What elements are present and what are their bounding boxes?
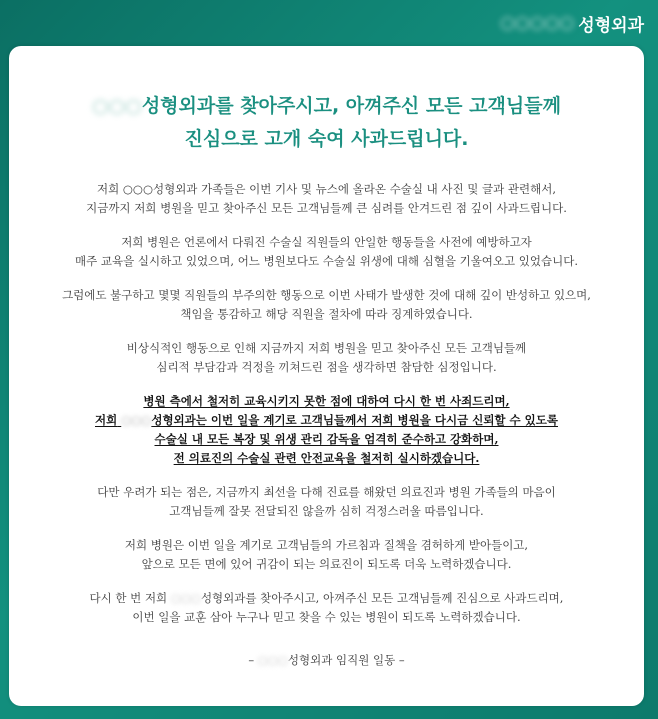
clinic-name-blurred: ○○○ xyxy=(92,95,142,117)
paragraph-6 xyxy=(21,536,632,574)
notice-body xyxy=(21,180,632,642)
paragraph-1 xyxy=(21,180,632,218)
paragraph-1-line-1: 저희 ○○○성형외과 가족들은 이번 기사 및 뉴스에 올라온 수술실 내 사진 및 글과 관련해서, xyxy=(97,182,556,196)
closing-line-1 xyxy=(21,589,632,608)
headline-line-1 xyxy=(9,90,644,123)
headline-line-2: 진심으로 고개 숙여 사과드립니다. xyxy=(184,128,469,150)
signature-dash-right: – xyxy=(398,653,405,667)
brand-name-blurred: ○○○○○ xyxy=(500,13,575,33)
emphasis-line-2 xyxy=(21,411,632,430)
brand-name-suffix: 성형외과 xyxy=(578,15,644,36)
closing-prefix: 다시 한 번 저희 xyxy=(89,591,168,605)
paragraph-4 xyxy=(21,339,632,377)
paragraph-1-line-2: 지금까지 저희 병원을 믿고 찾아주신 모든 고객님들께 큰 심려를 안겨드린 점 깊이 사과드립니다. xyxy=(86,201,567,215)
emphasis-paragraph xyxy=(21,392,632,468)
paragraph-3-line-1: 그럼에도 불구하고 몇몇 직원들의 부주의한 행동으로 이번 사태가 발생한 것에 대해 깊이 반성하고 있으며, xyxy=(62,288,591,302)
paragraph-6-line-2: 앞으로 모든 면에 있어 귀감이 되는 의료진이 되도록 더욱 노력하겠습니다. xyxy=(141,557,512,571)
notice-card xyxy=(9,46,644,706)
paragraph-2 xyxy=(21,233,632,271)
clinic-name-blurred: ○○○ xyxy=(170,591,201,605)
emphasis-line-4: 전 의료진의 수술실 관련 안전교육을 철저히 실시하겠습니다. xyxy=(173,451,480,465)
closing-text: 성형외과를 찾아주시고, 아껴주신 모든 고객님들께 진심으로 사과드리며, xyxy=(200,591,564,605)
paragraph-2-line-2: 매주 교육을 실시하고 있었으며, 어느 병원보다도 수술실 위생에 대해 심혈을 기울여오고 있었습니다. xyxy=(75,254,578,268)
closing-paragraph xyxy=(21,589,632,627)
paragraph-4-line-2: 심리적 부담감과 걱정을 끼쳐드린 점을 생각하면 참담한 심정입니다. xyxy=(156,360,497,374)
clinic-name-blurred: ○○○ xyxy=(257,653,288,667)
emphasis-line-1: 병원 측에서 철저히 교육시키지 못한 점에 대하여 다시 한 번 사죄드리며, xyxy=(143,394,510,408)
emphasis-line-3: 수술실 내 모든 복장 및 위생 관리 감독을 엄격히 준수하고 강화하며, xyxy=(154,432,499,446)
paragraph-5-line-1: 다만 우려가 되는 점은, 지금까지 최선을 다해 진료를 해왔던 의료진과 병원 가족들의 마음이 xyxy=(97,485,556,499)
signature-dash-left: – xyxy=(248,653,255,667)
paragraph-3-line-2: 책임을 통감하고 해당 직원을 절차에 따라 징계하였습니다. xyxy=(180,307,473,321)
clinic-name-blurred: ○○○ xyxy=(121,413,152,427)
signature-text: 성형외과 임직원 일동 xyxy=(287,653,396,667)
closing-line-2: 이번 일을 교훈 삼아 누구나 믿고 찾을 수 있는 병원이 되도록 노력하겠습니다. xyxy=(132,610,521,624)
paragraph-5-line-2: 고객님들께 잘못 전달되진 않을까 심히 걱정스러울 따름입니다. xyxy=(169,504,484,518)
paragraph-6-line-1: 저희 병원은 이번 일을 계기로 고객님들의 가르침과 질책을 겸허하게 받아들이고, xyxy=(124,538,529,552)
paragraph-2-line-1: 저희 병원은 언론에서 다뤄진 수술실 직원들의 안일한 행동들을 사전에 예방하고자 xyxy=(121,235,532,249)
emphasis-line-2-text: 성형외과는 이번 일을 계기로 고객님들께서 저희 병원을 다시금 신뢰할 수 있도록 xyxy=(151,413,558,427)
paragraph-4-line-1: 비상식적인 행동으로 인해 지금까지 저희 병원을 믿고 찾아주신 모든 고객님들께 xyxy=(126,341,527,355)
paragraph-5 xyxy=(21,483,632,521)
headline-line-1-text: 성형외과를 찾아주시고, 아껴주신 모든 고객님들께 xyxy=(141,95,561,117)
paragraph-3 xyxy=(21,286,632,324)
notice-headline xyxy=(9,90,644,156)
emphasis-line-2-prefix: 저희 xyxy=(95,413,118,427)
signature xyxy=(9,652,644,668)
brand-logo xyxy=(500,8,644,38)
